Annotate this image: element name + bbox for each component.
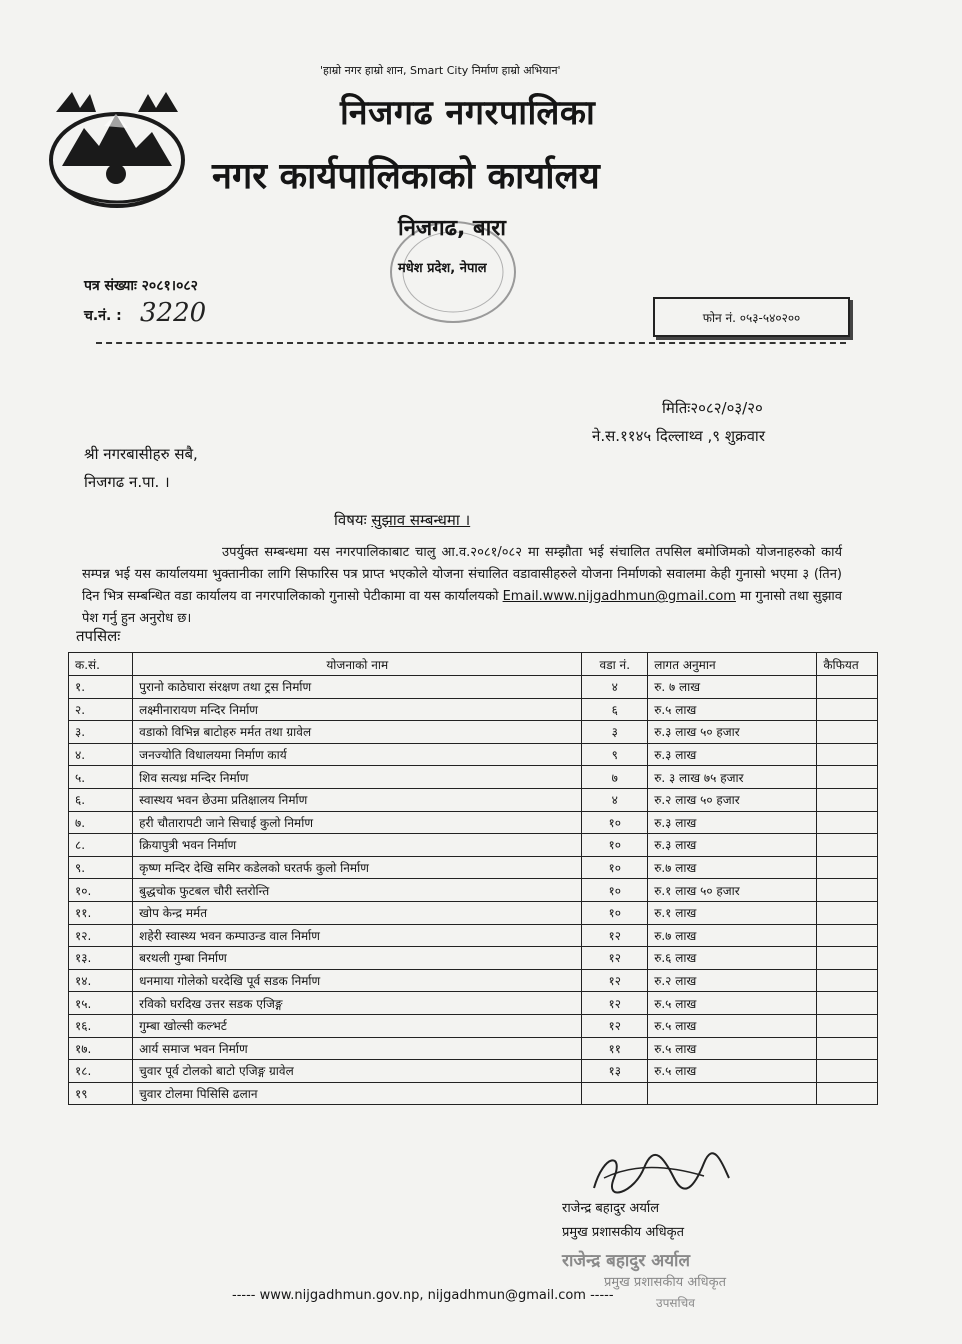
row-ward: १० [582,811,648,834]
table-body [69,676,878,1105]
table-row [69,788,878,811]
row-sn: १४. [69,969,133,992]
table-header-row [69,653,878,676]
row-remarks [817,676,878,699]
row-cost: रु.२ लाख ५० हजार [648,788,817,811]
row-project-name: धनमाया गोलेको घरदेखि पूर्व सडक निर्माण [133,969,582,992]
row-cost: रु.१ लाख ५० हजार [648,879,817,902]
row-project-name: क्रियापुत्री भवन निर्माण [133,834,582,857]
row-project-name: रविको घरदिख उत्तर सडक एजिङ्ग [133,992,582,1015]
row-cost: रु.६ लाख [648,947,817,970]
body-text: उपर्युक्त सम्बन्धमा यस नगरपालिकाबाट चालु आ.व.२०८१/०८२ मा सम्झौता भई संचालित तपसिल बमोजिमको योजनाहरुको कार्य सम्पन्न भई यस कार्यालयमा भुक्तानीका लागि सिफारिस पत्र प्राप्त भएकोले योजना संचालित वडावासीहरुले योजना निर्माणको सवालमा केही गुनासो भएमा ३ (तिन) दिन भित्र सम्बन्धित वडा कार्यालय वा नगरपालिकाको गुनासो पेटीकामा वा यस कार्यालयको [82,545,842,604]
recipient-line-1: श्री नगरबासीहरु सबै, [84,445,198,463]
table-row [69,947,878,970]
row-ward: ६ [582,698,648,721]
row-sn: ४. [69,743,133,766]
row-remarks [817,766,878,789]
letter-reference: पत्र संख्याः २०८१।०८२ [84,278,198,294]
row-remarks [817,1014,878,1037]
header-ward: वडा नं. [582,653,648,676]
header-remarks: कैफियत [817,653,878,676]
phone-number: फोन नं. ०५३-५४०२०० [702,310,801,325]
row-cost: रु.३ लाख ५० हजार [648,721,817,744]
row-cost: रु.३ लाख [648,811,817,834]
row-ward: १२ [582,1014,648,1037]
row-sn: ११. [69,901,133,924]
row-remarks [817,879,878,902]
row-cost: रु.५ लाख [648,1037,817,1060]
table-row [69,676,878,699]
signatory-name: राजेन्द्र बहादुर अर्याल [562,1201,660,1216]
row-project-name: शहेरी स्वास्थ्य भवन कम्पाउन्ड वाल निर्माण [133,924,582,947]
row-cost: रु.३ लाख [648,834,817,857]
row-sn: ३. [69,721,133,744]
header-sn: क.सं. [69,653,133,676]
subject [334,510,470,530]
header-cost: लागत अनुमान [648,653,817,676]
row-ward: ११ [582,1037,648,1060]
row-remarks [817,992,878,1015]
table-row [69,992,878,1015]
row-remarks [817,901,878,924]
row-remarks [817,1060,878,1083]
row-ward: ९ [582,743,648,766]
row-project-name: स्वास्थय भवन छेउमा प्रतिक्षालय निर्माण [133,788,582,811]
row-project-name: आर्य समाज भवन निर्माण [133,1037,582,1060]
row-ward: १२ [582,924,648,947]
table-row [69,721,878,744]
table-row [69,834,878,857]
header-divider [96,342,846,344]
date-ad: मितिः२०८२/०३/२० [662,399,763,417]
title-stamp: प्रमुख प्रशासकीय अधिकृत [604,1275,727,1290]
row-ward: १२ [582,992,648,1015]
subject-label: विषयः [334,511,367,529]
row-project-name: कृष्ण मन्दिर देखि समिर कडेलको घरतर्फ कुलो निर्माण [133,856,582,879]
row-sn: ९. [69,856,133,879]
row-remarks [817,721,878,744]
row-sn: १३. [69,947,133,970]
row-project-name: जनज्योति विधालयमा निर्माण कार्य [133,743,582,766]
row-ward: ७ [582,766,648,789]
row-project-name: चुवार पूर्व टोलको बाटो एजिङ्ग ग्रावेल [133,1060,582,1083]
row-cost: रु.१ लाख [648,901,817,924]
row-remarks [817,856,878,879]
row-cost: रु.५ लाख [648,698,817,721]
row-cost: रु.३ लाख [648,743,817,766]
row-sn: १. [69,676,133,699]
slogan: 'हाम्रो नगर हाम्रो शान, Smart City निर्माण हाम्रो अभियान' [320,64,561,77]
handwritten-signature [584,1148,734,1198]
row-project-name: हरी चौतारापटी जाने सिचाई कुलो निर्माण [133,811,582,834]
row-project-name: लक्ष्मीनारायण मन्दिर निर्माण [133,698,582,721]
row-sn: २. [69,698,133,721]
row-ward: ४ [582,788,648,811]
table-row [69,1037,878,1060]
row-project-name: शिव सत्यध्र मन्दिर निर्माण [133,766,582,789]
body-text-end: मा गुनासो तथा सुझाव पेश गर्नु हुन अनुरोध छ। [82,589,842,626]
row-ward: १२ [582,969,648,992]
name-stamp: राजेन्द्र बहादुर अर्याल [562,1251,690,1271]
email-link[interactable]: Email.www.nijgadhmun@gmail.com [502,589,736,604]
row-remarks [817,924,878,947]
body-paragraph [82,542,842,630]
row-sn: ८. [69,834,133,857]
row-remarks [817,1082,878,1105]
row-ward: १० [582,834,648,857]
table-row [69,879,878,902]
table-row [69,1060,878,1083]
office-name: नगर कार्यपालिकाको कार्यालय [212,156,600,197]
row-sn: ५. [69,766,133,789]
row-sn: १०. [69,879,133,902]
row-ward: १० [582,856,648,879]
table-row [69,1014,878,1037]
row-remarks [817,811,878,834]
phone-box [653,297,850,337]
table-row [69,856,878,879]
row-ward [582,1082,648,1105]
table-row [69,901,878,924]
row-sn: १८. [69,1060,133,1083]
dispatch-label: च.नं. : [84,308,122,324]
row-cost: रु. ७ लाख [648,676,817,699]
row-project-name: खोप केन्द्र मर्मत [133,901,582,924]
row-ward: १० [582,879,648,902]
row-cost: रु.७ लाख [648,856,817,879]
table-row [69,743,878,766]
row-cost: रु.२ लाख [648,969,817,992]
row-project-name: गुम्बा खोल्सी कल्भर्ट [133,1014,582,1037]
office-location: निजगढ, बारा [398,216,506,241]
row-project-name: पुरानो काठेघारा संरक्षण तथा ट्रस निर्माण [133,676,582,699]
table-row [69,1082,878,1105]
recipient-line-2: निजगढ न.पा. । [84,473,170,491]
row-project-name: चुवार टोलमा पिसिसि ढलान [133,1082,582,1105]
row-ward: १२ [582,947,648,970]
row-sn: ६. [69,788,133,811]
row-project-name: बुद्धचोक फुटबल चौरी स्तरोन्ति [133,879,582,902]
table-row [69,698,878,721]
subject-text: सुझाव सम्बन्धमा । [371,511,471,529]
table-row [69,924,878,947]
row-remarks [817,698,878,721]
row-sn: ७. [69,811,133,834]
row-sn: १५. [69,992,133,1015]
header-project-name: योजनाको नाम [133,653,582,676]
row-cost: रु.५ लाख [648,1014,817,1037]
row-cost: रु. ३ लाख ७५ हजार [648,766,817,789]
province: मधेश प्रदेश, नेपाल [398,261,487,276]
row-sn: १६. [69,1014,133,1037]
table-row [69,766,878,789]
row-ward: ३ [582,721,648,744]
row-cost: रु.७ लाख [648,924,817,947]
row-sn: १७. [69,1037,133,1060]
row-sn: १९ [69,1082,133,1105]
row-cost [648,1082,817,1105]
row-project-name: वडाको विभिन्न बाटोहरु मर्मत तथा ग्रावेल [133,721,582,744]
row-cost: रु.५ लाख [648,992,817,1015]
date-nepal-sambat: ने.स.११४५ दिल्लाथ्व ,९ शुक्रवार [592,427,765,445]
row-remarks [817,969,878,992]
row-cost: रु.५ लाख [648,1060,817,1083]
rank-stamp: उपसचिव [656,1296,695,1310]
row-remarks [817,1037,878,1060]
row-sn: १२. [69,924,133,947]
table-row [69,811,878,834]
row-remarks [817,834,878,857]
project-table [68,652,878,1105]
row-remarks [817,788,878,811]
tapsil-label: तपसिलः [76,627,121,645]
row-project-name: बरथली गुम्बा निर्माण [133,947,582,970]
row-ward: १३ [582,1060,648,1083]
table-row [69,969,878,992]
row-ward: ४ [582,676,648,699]
nepal-emblem-logo [44,88,190,216]
footer-contact: ----- www.nijgadhmun.gov.np, nijgadhmun@gmail.com ----- [232,1288,614,1303]
row-remarks [817,743,878,766]
row-ward: १० [582,901,648,924]
municipality-name: निजगढ नगरपालिका [340,93,596,133]
signatory-title: प्रमुख प्रशासकीय अधिकृत [562,1225,685,1240]
dispatch-number: 3220 [140,298,207,328]
row-remarks [817,947,878,970]
